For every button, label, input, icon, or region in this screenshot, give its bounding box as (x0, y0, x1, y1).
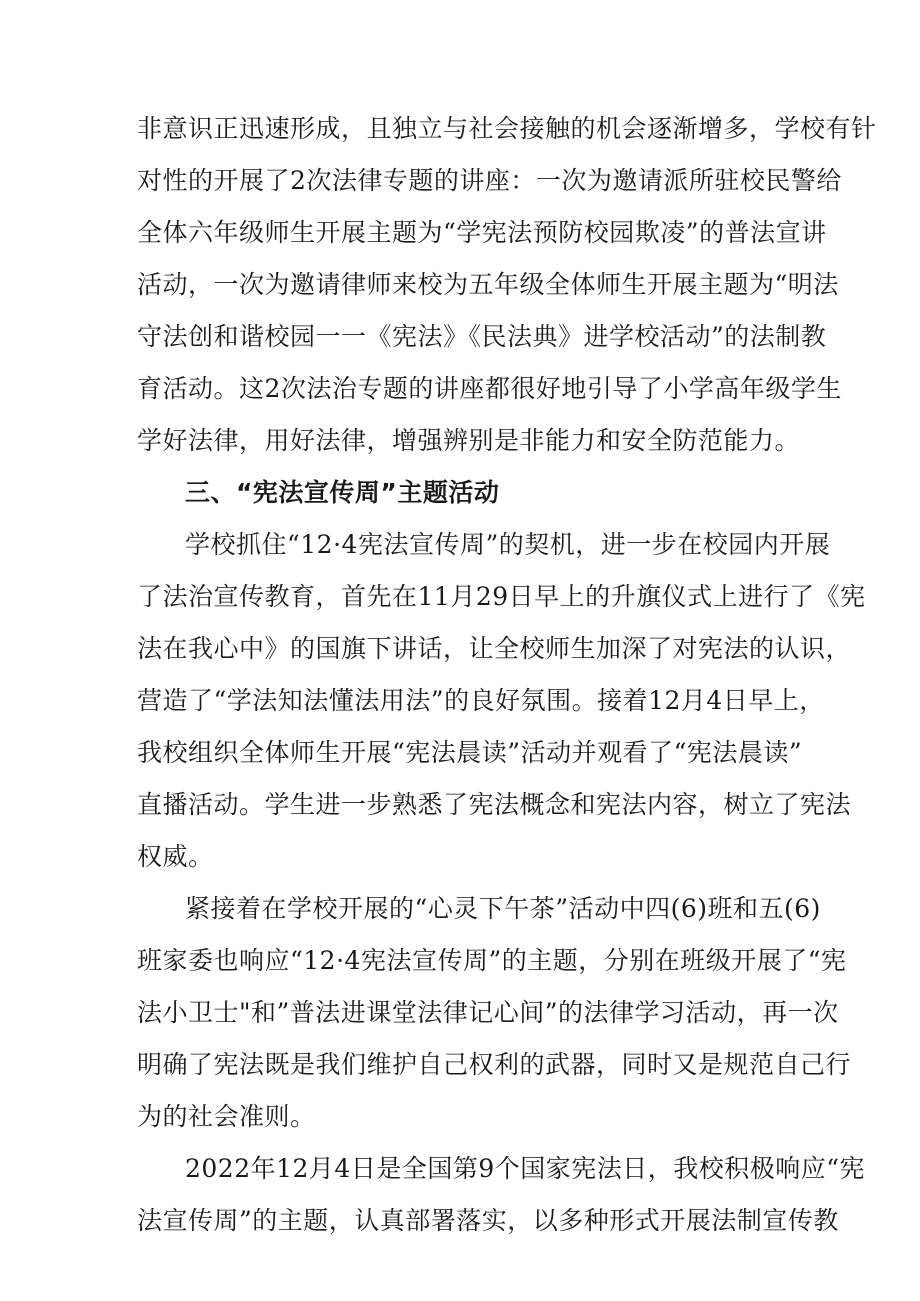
paragraph-line-7: 学好法律，用好法律，增强辨别是非能力和安全防范能力。 (137, 426, 801, 455)
paragraph-line-19: 明确了宪法既是我们维护自己权利的武器，同时又是规范自己行 (137, 1050, 852, 1079)
paragraph-line-14: 直播活动。学生进一步熟悉了宪法概念和宪法内容，树立了宪法 (137, 790, 852, 819)
paragraph-line-21: 2022年12月4日是全国第9个国家宪法日，我校积极响应“宪 (185, 1154, 866, 1183)
paragraph-line-6: 育活动。这2次法治专题的讲座都很好地引导了小学高年级学生 (137, 374, 842, 403)
paragraph-line-2: 对性的开展了2次法律专题的讲座：一次为邀请派所驻校民警给 (137, 166, 842, 195)
paragraph-line-20: 为的社会准则。 (137, 1102, 316, 1131)
paragraph-line-5: 守法创和谐校园一一《宪法》《民法典》进学校活动”的法制教 (137, 322, 827, 351)
paragraph-line-1: 非意识正迅速形成，且独立与社会接触的机会逐渐增多，学校有针 (137, 114, 877, 143)
paragraph-line-15: 权威。 (137, 842, 214, 871)
paragraph-line-17: 班家委也响应“12·4宪法宣传周”的主题，分别在班级开展了“宪 (137, 946, 847, 975)
paragraph-line-9: 学校抓住“12·4宪法宣传周”的契机，进一步在校园内开展 (185, 530, 831, 559)
paragraph-line-4: 活动，一次为邀请律师来校为五年级全体师生开展主题为“明法 (137, 270, 839, 299)
paragraph-line-10: 了法治宣传教育，首先在11月29日早上的升旗仪式上进行了《宪 (137, 582, 866, 611)
paragraph-line-11: 法在我心中》的国旗下讲话，让全校师生加深了对宪法的认识， (137, 634, 852, 663)
paragraph-line-13: 我校组织全体师生开展“宪法晨读”活动并观看了“宪法晨读” (137, 738, 803, 767)
paragraph-line-3: 全体六年级师生开展主题为“学宪法预防校园欺凌”的普法宣讲 (137, 218, 827, 247)
paragraph-line-12: 营造了“学法知法懂法用法”的良好氛围。接着12月4日早上， (137, 686, 825, 715)
paragraph-line-18: 法小卫士"和”普法进课堂法律记心间”的法律学习活动，再一次 (137, 998, 839, 1027)
paragraph-line-16: 紧接着在学校开展的“心灵下午茶”活动中四(6)班和五(6) (185, 894, 821, 923)
paragraph-line-22: 法宣传周”的主题，认真部署落实，以多种形式开展法制宣传教 (137, 1206, 839, 1235)
section-heading: 三、“宪法宣传周”主题活动 (185, 478, 500, 507)
